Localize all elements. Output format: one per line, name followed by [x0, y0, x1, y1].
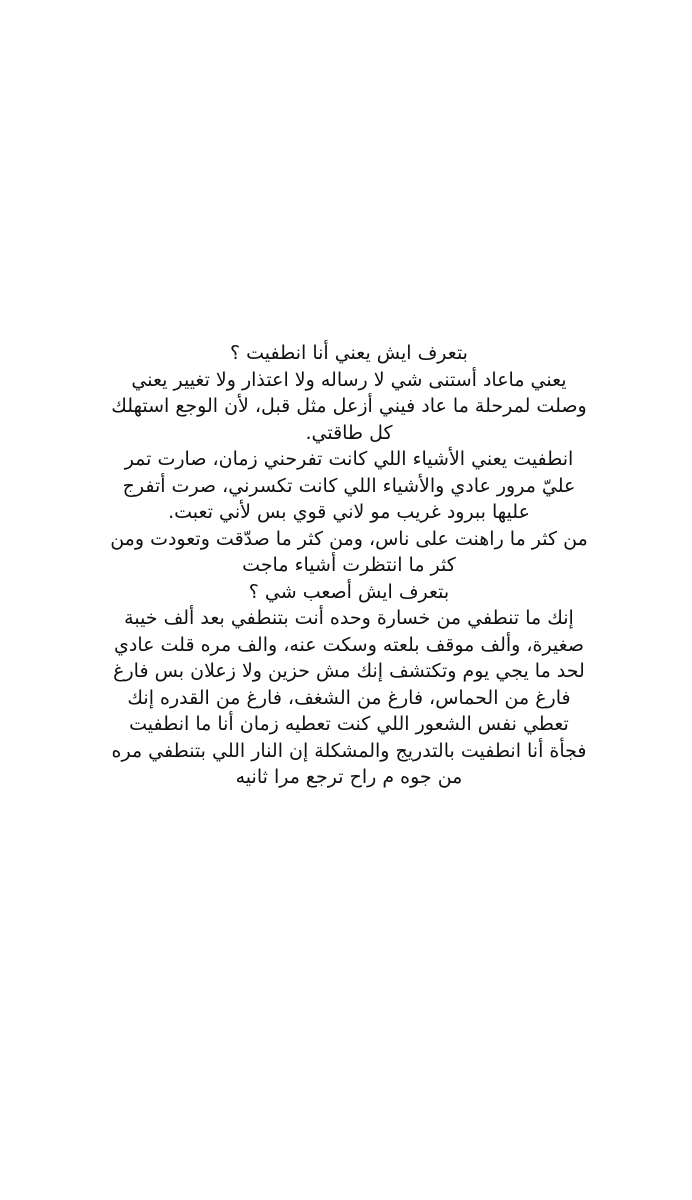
post-text: [56, 340, 642, 791]
text-line-11: إنك ما تنطفي من خسارة وحده أنت بتنطفي بعد ألف خيبة: [124, 607, 574, 629]
text-line-13: لحد ما يجي يوم وتكتشف إنك مش حزين ولا زعلان بس فارغ: [113, 660, 585, 682]
text-line-6: عليّ مرور عادي والأشياء اللي كانت تكسرني، صرت أتفرج: [122, 474, 576, 497]
text-line-2: يعني ماعاد أستنى شي لا رساله ولا اعتذار ولا تغيير يعني: [131, 368, 567, 391]
text-line-14: فارغ من الحماس، فارغ من الشغف، فارغ من القدره إنك: [127, 686, 571, 709]
text-line-4: كل طاقتي.: [305, 421, 393, 444]
text-line-12: صغيرة، وألف موقف بلعته وسكت عنه، والف مره قلت عادي: [114, 633, 584, 656]
text-line-1: بتعرف ايش يعني أنا انطفيت ؟: [230, 342, 468, 364]
text-line-17: من جوه م راح ترجع مرا ثانيه: [235, 766, 463, 788]
text-line-8: من كثر ما راهنت على ناس، ومن كثر ما صدّقت وتعودت ومن: [110, 527, 588, 550]
text-line-15: تعطي نفس الشعور اللي كنت تعطيه زمان أنا ما انطفيت: [129, 713, 569, 735]
text-line-3: وصلت لمرحلة ما عاد فيني أزعل مثل قبل، لأن الوجع استهلك: [111, 395, 587, 417]
text-line-9: كثر ما انتظرت أشياء ماجت: [242, 554, 456, 576]
text-line-10: بتعرف ايش أصعب شي ؟: [248, 580, 450, 603]
text-line-5: انطفيت يعني الأشياء اللي كانت تفرحني زمان، صارت تمر: [124, 448, 574, 470]
text-line-7: عليها ببرود غريب مو لاني قوي بس لأني تعبت.: [168, 501, 530, 523]
text-line-16: فجأة أنا انطفيت بالتدريج والمشكلة إن النار اللي بتنطفي مره: [111, 739, 587, 762]
